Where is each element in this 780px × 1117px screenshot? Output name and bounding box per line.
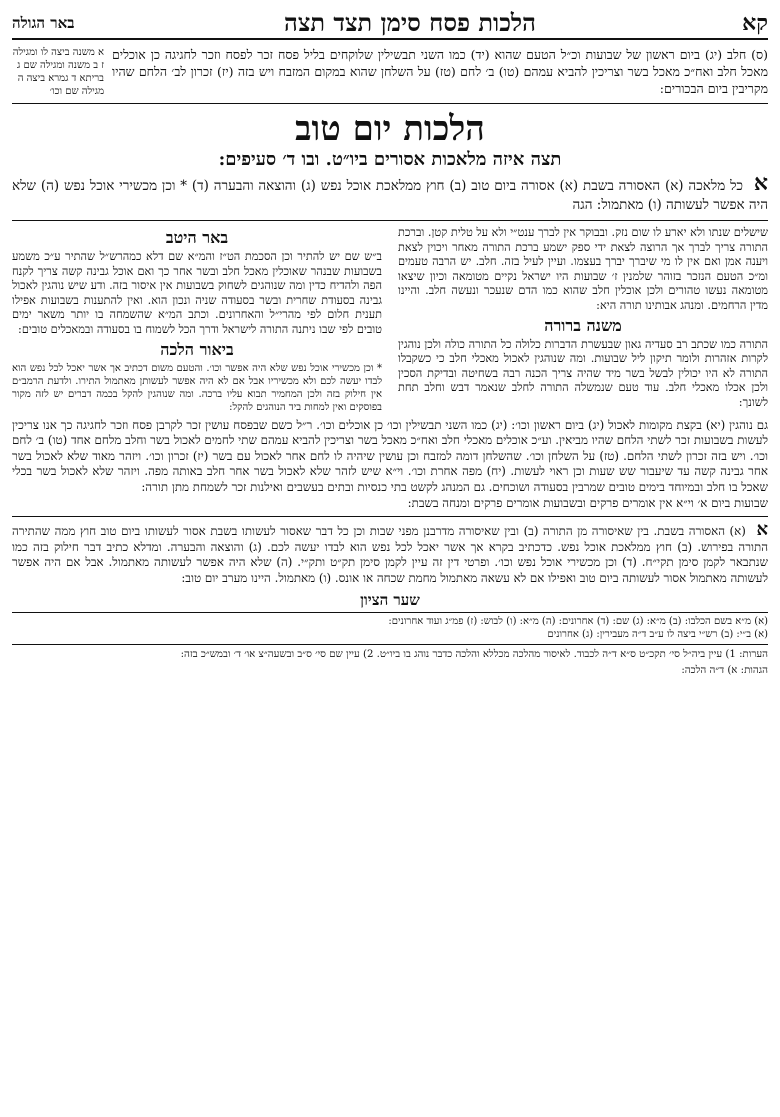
left-column	[12, 226, 382, 414]
mishna-berura-seif-alef-text: (א) האסורה בשבת. בין שאיסורה מן התורה (ב) ובין שאיסורה מדרבנן מפני שבות וכן כל דבר שאסור לעשותו בשבת אסור לעשותו ביום טוב חוץ ממה שהתירה התורה בפירוש. (ב) חוץ ממלאכת אוכל נפש. כדכתיב בקרא אך אשר יאכל לכל נפש הוא לבדו יעשה לכם. (ג) והוצאה והבערה. ומדלא כתיב דבר חילוק בזה כמו שנתבאר לקמן סימן תקי״ח. (ד) וכן מכשירי אוכל נפש וכו׳. ופרטי דין זה עיין לקמן סימן תק״ט ותק״י. (ה) שלא היה אפשר לעשותה מאתמול. אבל אם היה אפשר לעשותה מאתמול אסור לעשותה ביום טוב ואפילו אם לא עשאה מאתמול מחמת שכחה או אונס. (ו) מאתמול. היינו מערב יום טוב:	[12, 524, 768, 585]
divider	[12, 612, 768, 613]
mishna-berura-seif-alef	[12, 519, 769, 586]
baer-heitev-text: ב״ש שם יש להתיר וכן הסכמת הט״ז והמ״א שם דלא כמהרש״ל שהתיר ע״כ משמע בשבועות שבנהר שאוכלין מאכל חלב ובשר אחר כך ואם אוכל גבינה קשה צריך לקנח הפה ולהדיח כדין ומה שנוהגים לשחוק בשבועות אין איסור בזה. ודע שיש נוהגין לאכול גבינה בסעודת שחרית ובשר בסעודה שניה ונכון הוא. ואין להתענות בשבועות אפילו תענית חלום לפי מהרי״ל והאחרונים. וכתב המ״א שהשמחה בו יותר משאר ימים טובים לפי שבו ניתנה התורה לישראל ודרך הכל לשמוח בו בסעודה ובמאכלים טובים:	[12, 250, 382, 336]
shaar-hatziyun-line-2: (א) ב״י: (ב) רש״י ביצה לו ע״ב ד״ה מעבירין: (ג) אחרונים	[547, 628, 768, 640]
page-header	[12, 8, 768, 40]
mishna-berura-text: התורה כמו שכתב רב סעדיה גאון שבעשרת הדברות כלולה כל התורה כולה ולכן נוהגין לקרות אזהרות ולומר תיקון ליל שבועות. ומה שנוהגין לאכול מאכלי חלב כי כשקבלו התורה לא היו יכולין לבשל בשר מיד שהיה צריך הכנה רבה בשחיטה ובדיקת הסכין ולכן אכלו מאכלי חלב. עוד טעם שנמשלה התורה לחלב שנאמר דבש וחלב תחת לשונך:	[398, 337, 768, 409]
shaar-hatziyun-line-1: (א) מ״א בשם הכלבו: (ב) מ״א: (ג) שם: (ד) אחרונים: (ה) מ״א: (ו) לבוש: (ז) פמ״ג ועוד אחרונים:	[388, 615, 768, 627]
two-column-commentary	[12, 226, 768, 414]
divider	[12, 644, 768, 645]
seif-letter: א	[756, 519, 769, 541]
mishna-berura-end-line: שבועות ביום א׳ וי״א אין אומרים פרקים ובשבועות אומרים פרקים ומנחה בשבת:	[407, 495, 768, 510]
divider	[12, 103, 768, 104]
notes-line: הערות: 1) עיין ביה״ל סי׳ תקכ״ט ס״א ד״ה לכבוד. לאיסור מהלכה מכללא והלכה כדבר נוהג בו ביו״ט. 2) עיין שם סי׳ ס״ב ובשעה״צ או׳ ד׳ ובמש״כ בזה:	[180, 648, 768, 660]
top-continuation-block	[12, 46, 768, 98]
glosses-line: הגהות: א) ד״ה הלכה:	[681, 665, 768, 676]
divider	[12, 220, 768, 221]
divider	[12, 516, 768, 517]
biur-halacha-text: * וכן מכשירי אוכל נפש שלא היה אפשר וכו׳. והטעם משום דכתיב אך אשר יאכל לכל נפש הוא לבדו יעשה לכם ולא מכשיריו אבל אם לא היה אפשר לעשותן מאתמול התירו. ולדעת הרמב״ם אין חילוק בזה ולכן המחמיר תבוא עליו ברכה. ומה שנוהגין להקל בכמה דברים יש לזה מקור בפוסקים ואין למחות ביד הנוהגים להקל:	[12, 362, 383, 413]
section-title: הלכות יום טוב	[295, 109, 485, 149]
biur-halacha-title: ביאור הלכה	[160, 339, 234, 359]
page-number: קא	[742, 10, 768, 36]
right-column	[398, 226, 768, 414]
shaar-hatziyun-title: שער הציון	[360, 590, 420, 609]
seif-letter: א	[753, 170, 768, 196]
seif-alef	[12, 170, 768, 215]
top-continuation-text: (ס) חלב (יג) ביום ראשון של שבועות וכ״ל הטעם שהוא (יד) כמו השני תבשילין שלוקחים בליל פסח זכר לפסח וזכר לחגיגה כן אוכלים מאכל חלב ואח״כ מאכל בשר וצריכין להביא עמהם (טו) ב׳ לחם (טז) על השלחן שהוא במקום המזבח ויש בזה (יז) זכרון לב׳ הלחם שהיו מקריבין ביום הבכורים:	[112, 47, 768, 96]
mishna-berura-title: משנה ברורה	[544, 315, 622, 335]
siman-title: תצה איזה מלאכות אסורים ביו״ט. ובו ד׳ סעיפים:	[218, 149, 562, 170]
seif-text: כל מלאכה (א) האסורה בשבת (א) אסורה ביום טוב (ב) חוץ ממלאכת אוכל נפש (ג) והוצאה והבערה (ד) * וכן מכשירי אוכל נפש (ה) שלא היה אפשר לעשותה (ו) מאתמול: הגה	[12, 178, 768, 213]
column-label: באר הגולה	[12, 13, 75, 32]
mishna-berura-continuation: גם נוהגין (יא) בקצת מקומות לאכול (יג) ביום ראשון וכו׳: (יג) כמו השני תבשילין וכו׳ כן אוכלים וכו׳. ר״ל כשם שבפסח עושין זכר לקרבן פסח וזכר לחגיגה כך אנו צריכין לעשות בשבועות זכר לשתי הלחם שהיו מביאין. וע״כ אוכלים מאכלי חלב ואח״כ מאכל בשר וצריכין להביא עמהם שתי לחמים לאכול בשר וחלב מלחם אחד (טו) ב׳ לחם וכו׳. ויש בזה זכרון לשתי הלחם. (טז) על השלחן וכו׳. שהשלחן דומה למזבח וכן עושין שיהיה לו לחם אחר לאכול עם בשר (יז) זכרון וכו׳. ויזהר מאוד שלא לאכול בשר אחר גבינה קשה עד שיעבור שש שעות וכן ראוי לעשות. (יח) מפה אחרת וכו׳. וי״א שיש לזהר שלא לאכול בשר אחר חלב באותה מפה. ויזהר שלא לאכול בשר בכלי שאכל בו חלב ובמיוחד בימים טובים שמרבין בסעודה ושוכחים. גם המנהג לקשט בתי כנסיות ובתים בעשבים ואילנות זכר לשמחת מתן תורה:	[12, 417, 768, 494]
baer-heitev-title: באר היטב	[165, 228, 229, 247]
running-title: הלכות פסח סימן תצד תצה	[284, 8, 536, 37]
right-column-text: שישלים שנתו ולא יארע לו שום נזק. ובבוקר אין לברך ענט״י ולא על טלית קטן. וברכת התורה צריך לברך אך הרוצה לצאת ידי ספק ישמע ברכת התורה מאחר ויכוין לצאת ויענה אמן ואם אין לו מי שיברך יברך בעצמו. ועיין לעיל בזה. חלב. יש הרבה טעמים ומ״כ הטעם הנזכר בזוהר שלמנין ז׳ שבועות היו ישראל נקיים מטומאה וכיון שיצאו מטומאה נעשו טהורים ולכן אוכלין חלב שהוא כמו הדם שנעכר ונעשה חלב. והיינו מדין הרחמים. ומנהג אבותינו תורה היא:	[398, 226, 768, 312]
side-notes: א משנה ביצה לו ומגילה ז ב משנה ומגילה שם ג בריתא ד גמרא ביצה ה מגילה שם וכו׳	[12, 47, 104, 97]
